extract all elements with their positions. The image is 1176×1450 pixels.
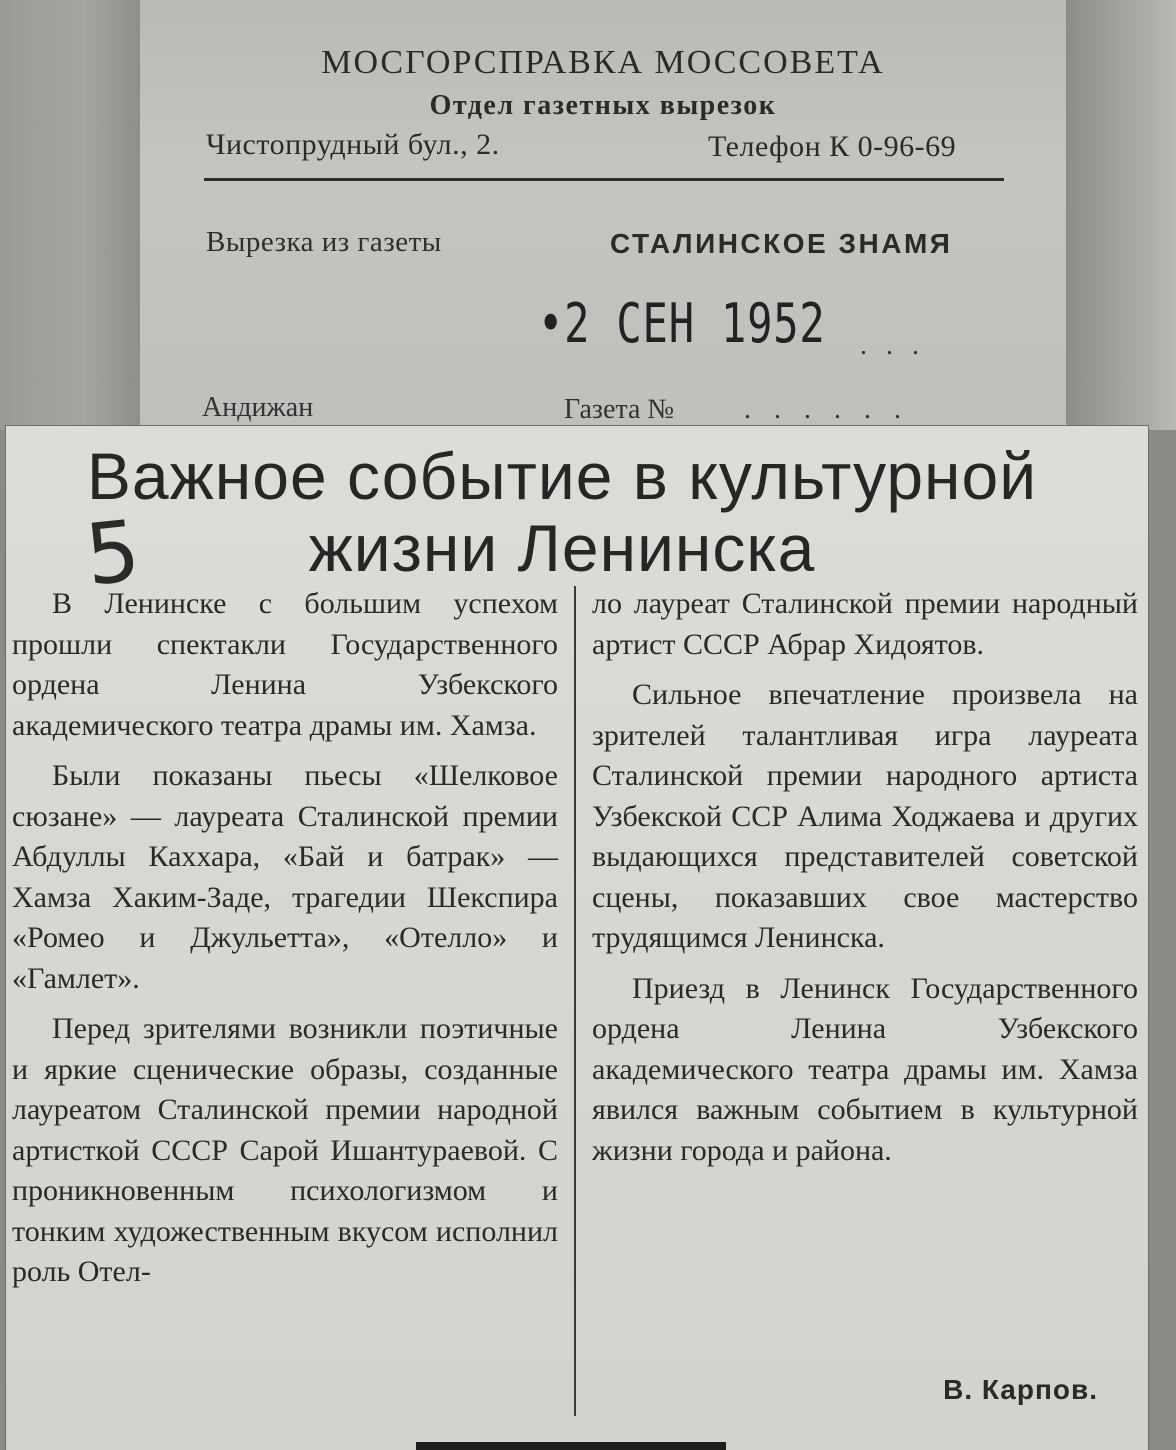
pencil-mark: 5 xyxy=(81,501,145,605)
newspaper-name: СТАЛИНСКОЕ ЗНАМЯ xyxy=(610,228,953,259)
article-column-right xyxy=(592,584,1138,1181)
phone-number: Телефон К 0-96-69 xyxy=(708,130,957,163)
newspaper-clipping xyxy=(6,426,1148,1450)
author-signature: В. Карпов. xyxy=(943,1374,1098,1405)
paragraph: В Ленинске с большим успехом прошли спектакли Государственного ордена Ленина Узбекского академического театра драмы им. Хамза. xyxy=(12,587,558,742)
date-dots: . . . xyxy=(860,330,925,361)
article-headline xyxy=(6,440,1118,584)
paragraph: Приезд в Ленинск Государственного ордена Ленина Узбекского академического театра драмы им. Хамза явился важным событием в культурной жизни города и района. xyxy=(592,971,1138,1167)
clipping-label: Вырезка из газеты xyxy=(206,226,442,258)
date-stamp: •2 СЕН 1952 xyxy=(538,292,826,355)
gazeta-number-dots: . . . . . . xyxy=(744,394,909,425)
city-name: Андижан xyxy=(202,392,314,423)
scanner-background-left xyxy=(0,0,140,430)
paragraph: Были показаны пьесы «Шелковое сюзане» — лауреата Сталинской премии Абдуллы Каххара, «Бай и батрак» — Хамза Хаким-Заде, трагедии Шекспира «Ромео и Джульетта», «Отелло» и «Гамлет». xyxy=(12,759,558,995)
paragraph: Сильное впечатление произвела на зрителей талантливая игра лауреата Сталинской премии народного артиста Узбекской ССР Алима Ходжаева и других выдающихся представителей советской сцены, показавших свое мастерство трудящимся Ленинска. xyxy=(592,678,1138,954)
paragraph: Перед зрителями возникли поэтичные и яркие сценические образы, созданные лауреатом Сталинской премии народной артисткой СССР Сарой Ишантураевой. С проникновенным психологизмом и тонким художественным вкусом исполнил роль Отел- xyxy=(12,1012,558,1288)
article-column-left xyxy=(12,584,558,1303)
gazeta-number-label: Газета № xyxy=(564,394,675,425)
department-name: Отдел газетных вырезок xyxy=(429,90,777,121)
headline-line-1: Важное событие в культурной xyxy=(86,439,1038,513)
organization-name: МОСГОРСПРАВКА МОССОВЕТА xyxy=(321,44,885,81)
paragraph-continuation: ло лауреат Сталинской премии народный артист СССР Абрар Хидоятов. xyxy=(592,587,1138,661)
header-divider xyxy=(204,178,1004,181)
clipping-service-header-card xyxy=(140,0,1066,430)
bottom-rule xyxy=(416,1442,726,1450)
address: Чистопрудный бул., 2. xyxy=(206,128,500,161)
scanner-background-right xyxy=(1066,0,1176,430)
column-divider xyxy=(574,586,576,1416)
date-stamp-text: 2 СЕН 1952 xyxy=(564,292,826,355)
headline-line-2: жизни Ленинска xyxy=(308,511,816,585)
